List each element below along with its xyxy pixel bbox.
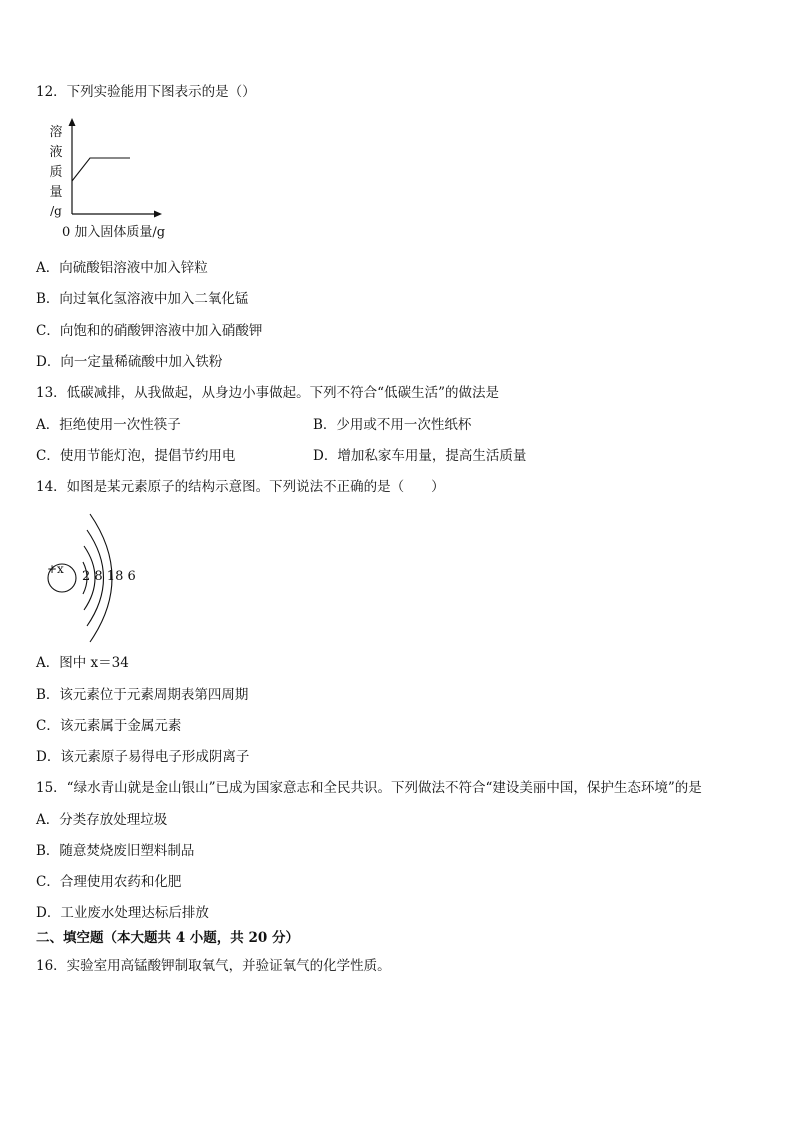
q14-option-c: C．该元素属于金属元素 <box>36 718 182 734</box>
y-label-4: 量 <box>49 185 63 200</box>
nucleus-label: +x <box>47 562 64 576</box>
y-label-3: 质 <box>49 165 63 180</box>
q13-option-a: A．拒绝使用一次性筷子 <box>36 417 181 433</box>
q15-option-c: C．合理使用农药和化肥 <box>36 874 182 890</box>
q15-option-b: B．随意焚烧废旧塑料制品 <box>36 843 195 859</box>
graph-curve <box>72 158 130 181</box>
q16-stem: 16．实验室用高锰酸钾制取氧气，并验证氧气的化学性质。 <box>36 958 391 974</box>
q14-stem: 14．如图是某元素原子的结构示意图。下列说法不正确的是（ ） <box>36 479 445 495</box>
q15-option-d: D．工业废水处理达标后排放 <box>36 905 209 921</box>
q15-option-a: A．分类存放处理垃圾 <box>36 812 168 828</box>
q14-option-a: A．图中 x＝34 <box>36 655 129 671</box>
shell-electron-counts: 2 8 18 6 <box>82 569 136 584</box>
q13-stem: 13．低碳减排，从我做起，从身边小事做起。下列不符合“低碳生活”的做法是 <box>36 385 499 401</box>
q14-option-b: B．该元素位于元素周期表第四周期 <box>36 687 249 703</box>
q12-graph <box>40 118 190 246</box>
q14-atom-diagram <box>40 510 160 645</box>
q12-option-a: A．向硫酸铝溶液中加入锌粒 <box>36 260 208 276</box>
section-heading: 二、填空题（本大题共 4 小题，共 20 分） <box>36 930 299 946</box>
q12-stem: 12．下列实验能用下图表示的是（） <box>36 84 256 100</box>
q12-option-b: B．向过氧化氢溶液中加入二氧化锰 <box>36 291 249 307</box>
q12-option-d: D．向一定量稀硫酸中加入铁粉 <box>36 354 223 370</box>
q14-option-d: D．该元素原子易得电子形成阴离子 <box>36 749 250 765</box>
q12-option-c: C．向饱和的硝酸钾溶液中加入硝酸钾 <box>36 323 263 339</box>
q13-option-c: C．使用节能灯泡，提倡节约用电 <box>36 448 236 464</box>
y-label-5: /g <box>50 204 62 218</box>
y-label-1: 溶 <box>49 125 63 140</box>
x-axis-arrow <box>154 211 162 218</box>
q13-option-b: B．少用或不用一次性纸杯 <box>313 417 472 433</box>
y-label-2: 液 <box>49 145 63 160</box>
q13-option-d: D．增加私家车用量，提高生活质量 <box>313 448 527 464</box>
q15-stem: 15．“绿水青山就是金山银山”已成为国家意志和全民共识。下列做法不符合“建设美丽中国，保护生态环境”的是 <box>36 780 702 796</box>
x-label: 0 加入固体质量/g <box>62 225 166 240</box>
y-axis-arrow <box>69 118 76 126</box>
